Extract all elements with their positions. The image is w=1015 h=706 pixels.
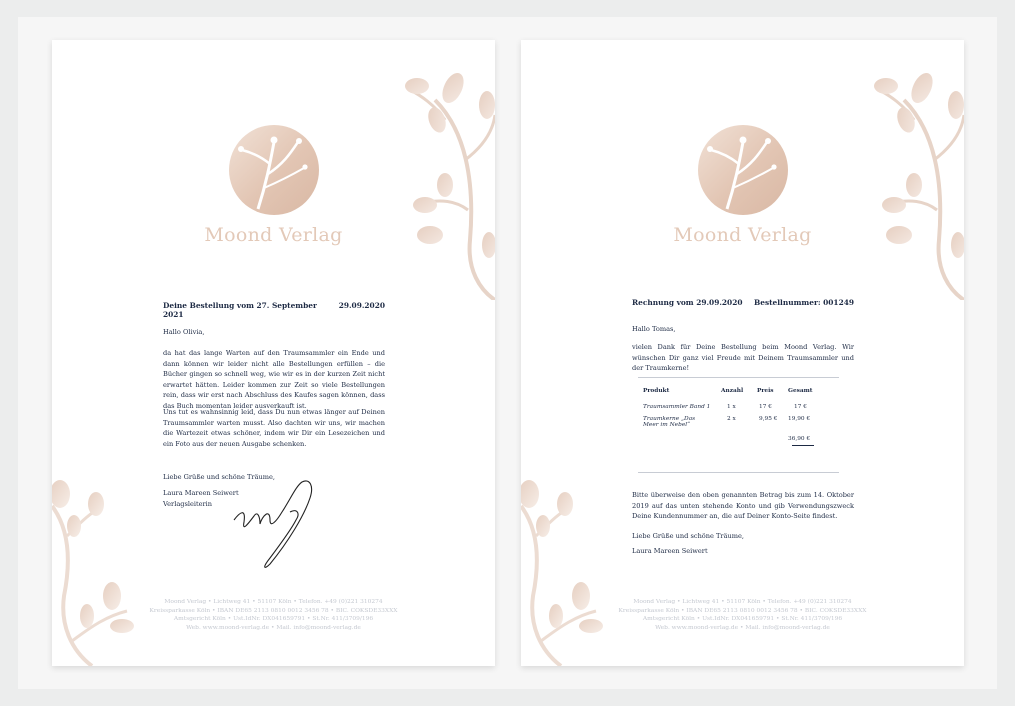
footer-address: Moond Verlag • Lichtweg 41 • 51107 Köln • Telefon. +49 (0)221 310274 (633, 599, 852, 605)
column-header-total: Gesamt (788, 388, 813, 394)
letter-paragraph-2 (632, 490, 854, 522)
cell-product: Traumkerne „Das Meer im Nebel“ (643, 416, 696, 428)
letter-sheet-invoice (521, 40, 964, 666)
table-row (643, 404, 818, 416)
letter-subject: Rechnung vom 29.09.2020 (632, 298, 743, 307)
closing-text: Liebe Grüße und schöne Träume, (163, 473, 276, 481)
invoice-table (643, 388, 818, 448)
paragraph-text: da hat das lange Warten auf den Traumsammler ein Ende und dann können wir leider nicht alle Bestellungen erfüllen – die Bücher gingen so schnell weg, wie wir es in der kurzen Zeit nicht erwartet hätten. Leider kommen zur Zeit so viele Bestellungen rein, dass wir erst nach Abschluss des Kaufes sagen können, dass das Buch momentan leider ausverkauft ist. (163, 349, 385, 410)
cell-total: 17 € (794, 404, 807, 410)
footer-web: Web. www.moond-verlag.de • Mail. info@moond-verlag.de (186, 625, 361, 632)
footer-address: Moond Verlag • Lichtweg 41 • 51107 Köln • Telefon. +49 (0)221 310274 (164, 599, 383, 605)
branch-decoration-bottom-left (52, 466, 137, 666)
letter-paragraph-2 (163, 407, 385, 449)
publisher-logo (673, 124, 813, 246)
branch-decoration-top-right (874, 60, 964, 300)
closing-text: Liebe Grüße und schöne Träume, (632, 532, 745, 540)
table-top-rule (638, 377, 839, 378)
table-bottom-rule (638, 472, 839, 473)
signer-name: Laura Mareen Seiwert (632, 547, 708, 555)
cell-total: 19,90 € (788, 416, 811, 422)
paragraph-text: vielen Dank für Deine Bestellung beim Moond Verlag. Wir wünschen Dir ganz viel Freude mit Deinem Traumsammler und der Traumkerne! (632, 343, 854, 373)
letter-subject: Deine Bestellung vom 27. September 2021 (163, 301, 317, 319)
letter-greeting (632, 324, 854, 335)
letter-header-row (163, 301, 385, 319)
letter-signer (632, 546, 854, 557)
publisher-logo (204, 124, 344, 246)
moon-leaf-emblem-icon (697, 124, 789, 216)
footer-bank: Kreissparkasse Köln • IBAN DE65 2113 0810 0012 3456 78 • BIC. COKSDE33XXX (618, 607, 867, 614)
branch-decoration-top-right (405, 60, 495, 300)
paragraph-text: Bitte überweise den oben genannten Betrag bis zum 14. Oktober 2019 auf das unten stehende Konto und gib Verwendungszweck Deine Kundennummer an, die auf Deiner Konto-Seite findest. (632, 491, 854, 521)
handwritten-signature (230, 472, 325, 572)
letter-closing (632, 531, 854, 542)
greeting-text: Hallo Olivia, (163, 328, 205, 336)
letter-header-row (632, 298, 854, 307)
letter-sheet-order (52, 40, 495, 666)
logo-wordmark: Moond Verlag (673, 224, 812, 246)
column-header-quantity: Anzahl (721, 388, 744, 394)
column-header-product: Produkt (643, 388, 670, 394)
cell-quantity: 2 x (727, 416, 736, 422)
table-header-row (643, 388, 818, 404)
branch-decoration-bottom-left (521, 466, 606, 666)
cell-product: Traumsammler Band 1 (643, 404, 711, 410)
greeting-text: Hallo Tomas, (632, 325, 676, 333)
signer-name: Laura Mareen Seiwert (163, 489, 239, 497)
letter-footer (521, 598, 964, 633)
letter-paragraph-1 (632, 342, 854, 374)
footer-web: Web. www.moond-verlag.de • Mail. info@moond-verlag.de (655, 625, 830, 632)
logo-wordmark: Moond Verlag (204, 224, 343, 246)
moon-leaf-emblem-icon (228, 124, 320, 216)
cell-quantity: 1 x (727, 404, 736, 410)
letter-footer (52, 598, 495, 633)
footer-tax: Amtsgericht Köln • Ust.IdNr. DX041659791 • St.Nr. 411/3709/196 (642, 616, 843, 623)
letter-greeting (163, 327, 385, 338)
signer-role: Verlagsleiterin (163, 499, 213, 508)
paragraph-text: Uns tut es wahnsinnig leid, dass Du nun etwas länger auf Deinen Traumsammler warten musst. Also dachten wir uns, wir machen die Wartezeit etwas schöner, indem wir Dir ein Lesezeichen und ein Foto aus der neuen Ausgabe schenken. (163, 408, 385, 448)
cell-sum: 36,90 € (788, 436, 811, 442)
cell-price: 9,95 € (759, 416, 778, 422)
footer-tax: Amtsgericht Köln • Ust.IdNr. DX041659791 • St.Nr. 411/3709/196 (173, 616, 374, 623)
table-row (643, 416, 818, 434)
letter-date: 29.09.2020 (338, 301, 385, 310)
footer-bank: Kreissparkasse Köln • IBAN DE65 2113 0810 0012 3456 78 • BIC. COKSDE33XXX (149, 607, 398, 614)
sum-rule (792, 445, 814, 446)
order-number: Bestellnummer: 001249 (754, 298, 854, 307)
cell-price: 17 € (759, 404, 772, 410)
column-header-price: Preis (757, 388, 774, 394)
letter-paragraph-1 (163, 348, 385, 412)
